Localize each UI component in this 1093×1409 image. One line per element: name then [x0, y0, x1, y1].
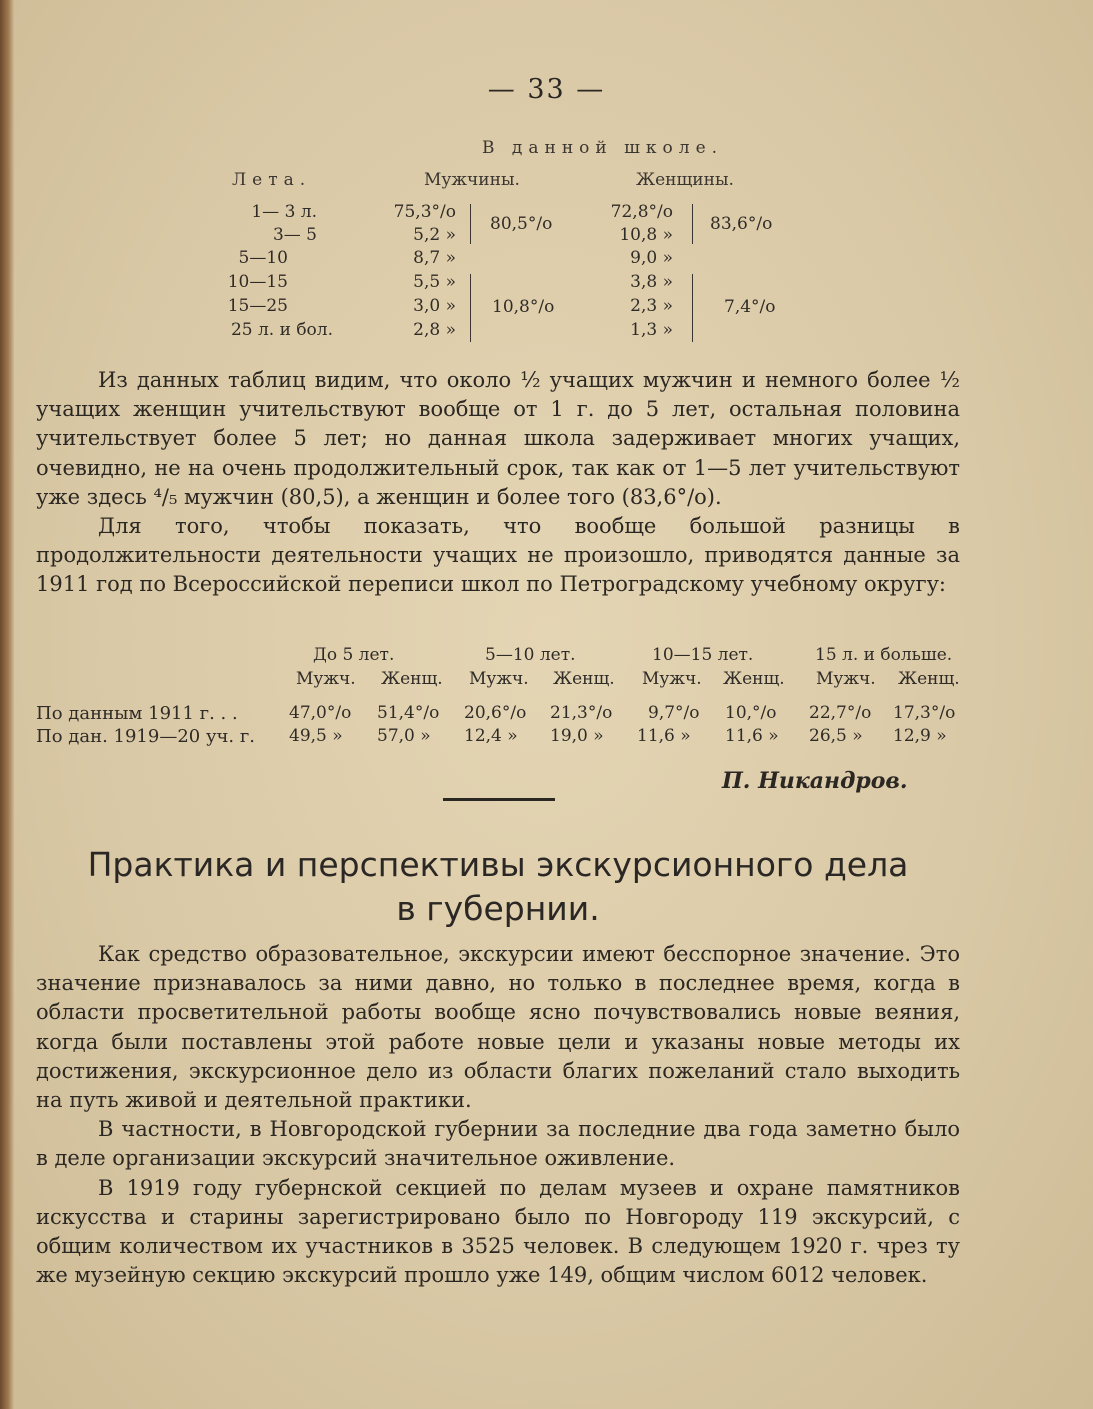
women-sum-1-5: 83,6°/о	[710, 214, 773, 234]
sub-header: Мужч.	[816, 669, 876, 689]
group-header: 5—10 лет.	[485, 645, 576, 665]
row-label: По данным 1911 г. . .	[36, 703, 238, 724]
cell: 20,6°/о	[464, 703, 527, 723]
page-spine-edge	[0, 0, 14, 1409]
page-number: — 33 —	[487, 74, 606, 105]
cell: 12,4 »	[464, 726, 518, 746]
women-bracket-10-plus	[692, 274, 693, 342]
row-men: 75,3°/о	[393, 202, 456, 222]
paragraph: В частности, в Новгородской губернии за последние два года заметно было в деле организации экскурсий значительное оживление.	[36, 1117, 960, 1171]
sub-header: Женщ.	[381, 669, 443, 689]
cell: 9,7°/о	[648, 703, 700, 723]
group-header: 15 л. и больше.	[815, 645, 953, 665]
row-women: 2,3 »	[630, 296, 673, 316]
paragraph: Как средство образовательное, экскурсии имеют бесспорное значение. Это значение признавалось за ними давно, но только в последнее время, когда в области просветительной работы вообще ясно почувствовались новые веяния, когда были поставлены этой работе новые цели и указаны новые методы их достижения, экскурсионное дело из области благих пожеланий стало выходить на путь живой и деятельной практики.	[36, 942, 960, 1113]
row-years: 25 л. и бол.	[230, 320, 333, 340]
table-caption: В данной школе.	[482, 138, 724, 158]
row-years: 15—25	[227, 296, 288, 316]
cell: 11,6 »	[725, 726, 779, 746]
sub-header: Женщ.	[898, 669, 960, 689]
men-sum-10-plus: 10,8°/о	[492, 297, 555, 317]
intro-paragraphs	[36, 366, 960, 600]
cell: 19,0 »	[550, 726, 604, 746]
sub-header: Женщ.	[723, 669, 785, 689]
women-bracket-1-5	[692, 204, 693, 244]
paragraph: В 1919 году губернской секцией по делам музеев и охране памятников искусства и старины зарегистрировано было по Новгороду 119 экскурсий, с общим количеством их участников в 3525 человек. В следующем 1920 г. чрез ту же музейную секцию экскурсий прошло уже 149, общим числом 6012 человек.	[36, 1175, 960, 1288]
section-heading	[36, 843, 960, 931]
row-women: 72,8°/о	[610, 202, 673, 222]
heading-line: Практика и перспективы экскурсионного дела	[87, 845, 909, 884]
author-signature: П. Никандров.	[722, 768, 908, 794]
col-header-women: Женщины.	[636, 170, 734, 190]
men-bracket-10-plus	[470, 274, 471, 342]
row-women: 9,0 »	[630, 248, 673, 268]
row-women: 10,8 »	[619, 225, 673, 245]
row-years: 5—10	[238, 248, 288, 268]
sub-header: Мужч.	[469, 669, 529, 689]
cell: 17,3°/о	[893, 703, 956, 723]
cell: 22,7°/о	[809, 703, 872, 723]
row-men: 5,2 »	[413, 225, 456, 245]
article-body	[36, 940, 960, 1290]
sub-header: Мужч.	[296, 669, 356, 689]
heading-line: в губернии.	[396, 889, 600, 928]
row-years: 1— 3 л.	[251, 202, 317, 222]
row-women: 3,8 »	[630, 272, 673, 292]
cell: 12,9 »	[893, 726, 947, 746]
row-label: По дан. 1919—20 уч. г.	[36, 726, 256, 747]
col-header-years: Лета.	[232, 170, 312, 190]
cell: 26,5 »	[809, 726, 863, 746]
row-men: 3,0 »	[413, 296, 456, 316]
men-sum-1-5: 80,5°/о	[490, 214, 553, 234]
row-women: 1,3 »	[630, 320, 673, 340]
row-years: 3— 5	[272, 225, 317, 245]
women-sum-10-plus: 7,4°/о	[724, 297, 776, 317]
section-divider	[443, 798, 555, 801]
group-header: До 5 лет.	[313, 645, 395, 665]
cell: 47,0°/о	[289, 703, 352, 723]
row-men: 2,8 »	[413, 320, 456, 340]
col-header-men: Мужчины.	[424, 170, 520, 190]
row-men: 5,5 »	[413, 272, 456, 292]
paragraph: Из данных таблиц видим, что около ½ учащих мужчин и немного более ½ учащих женщин учительствуют вообще от 1 г. до 5 лет, остальная половина учительствует более 5 лет; но данная школа задерживает многих учащих, очевидно, не на очень продолжительный срок, так как от 1—5 лет учительствуют уже здесь ⁴/₅ мужчин (80,5), а женщин и более того (83,6°/о).	[36, 368, 960, 509]
group-header: 10—15 лет.	[652, 645, 754, 665]
cell: 21,3°/о	[550, 703, 613, 723]
row-years: 10—15	[227, 272, 288, 292]
cell: 10,°/о	[725, 703, 777, 723]
cell: 51,4°/о	[377, 703, 440, 723]
paragraph: Для того, чтобы показать, что вообще большой разницы в продолжительности деятельности учащих не произошло, приводятся данные за 1911 год по Всероссийской переписи школ по Петроградскому учебному округу:	[36, 514, 960, 597]
men-bracket-1-5	[470, 204, 471, 244]
sub-header: Женщ.	[553, 669, 615, 689]
cell: 49,5 »	[289, 726, 343, 746]
row-men: 8,7 »	[413, 248, 456, 268]
cell: 11,6 »	[637, 726, 691, 746]
cell: 57,0 »	[377, 726, 431, 746]
sub-header: Мужч.	[642, 669, 702, 689]
